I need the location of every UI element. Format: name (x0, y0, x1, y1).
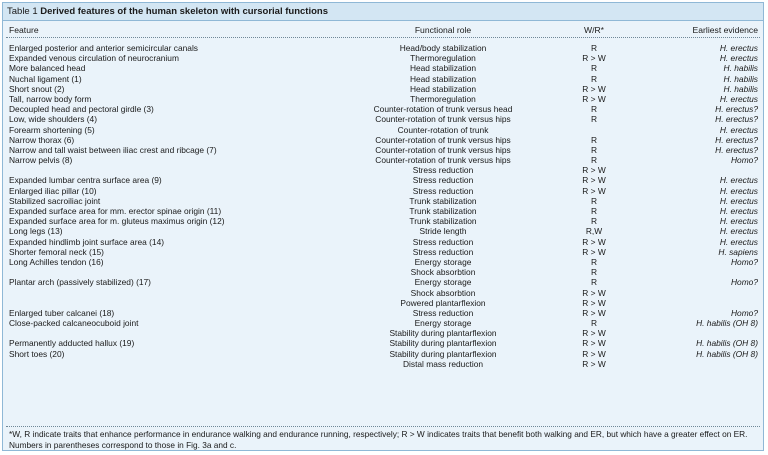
table-row (6, 206, 760, 216)
table-row (6, 237, 760, 247)
cell-wr: R (590, 104, 598, 115)
cell-functional-role: Energy storage (414, 318, 472, 329)
table-title: Derived features of the human skeleton with cursorial functions (40, 6, 328, 17)
cell-functional-role: Head/body stabilization (399, 43, 487, 53)
cell-feature: Close-packed calcaneocuboid joint (9, 318, 139, 329)
cell-functional-role: Powered plantarflexion (400, 297, 486, 308)
cell-earliest-evidence: H. habilis (OH 8) (696, 348, 758, 359)
cell-wr: R (590, 134, 598, 145)
cell-wr: R > W (582, 83, 606, 94)
table-row (6, 328, 760, 338)
table-row (6, 257, 760, 267)
cell-functional-role: Trunk stabilization (409, 195, 477, 206)
table-header-row (6, 24, 760, 38)
cell-functional-role: Counter-rotation of trunk versus head (373, 104, 513, 115)
table-row (6, 298, 760, 308)
cell-earliest-evidence: H. habilis (OH 8) (696, 338, 758, 349)
table-row (6, 175, 760, 185)
cell-earliest-evidence: H. erectus (719, 195, 758, 206)
table-row (6, 267, 760, 277)
table-row (6, 135, 760, 145)
cell-feature: Long legs (13) (9, 226, 63, 237)
header-earliest-evidence: Earliest evidence (692, 25, 758, 35)
cell-functional-role: Thermoregulation (410, 53, 476, 64)
cell-functional-role: Trunk stabilization (409, 216, 477, 227)
cell-wr: R (590, 318, 598, 329)
cell-functional-role: Distal mass reduction (402, 358, 484, 369)
table-row (6, 277, 760, 287)
cell-functional-role: Counter-rotation of trunk versus hips (375, 114, 511, 125)
cell-earliest-evidence: H. erectus (719, 175, 758, 186)
cell-earliest-evidence: H. sapiens (718, 246, 758, 257)
cell-earliest-evidence: H. erectus (719, 93, 758, 104)
cell-feature: Expanded surface area for m. gluteus maximus origin (12) (9, 216, 225, 227)
cell-functional-role: Stability during plantarflexion (389, 348, 497, 359)
table-row (6, 247, 760, 257)
cell-wr: R > W (582, 165, 606, 176)
cell-functional-role: Energy storage (414, 256, 472, 267)
cell-wr: R > W (582, 338, 606, 349)
cell-wr: R (590, 144, 598, 155)
cell-feature: Decoupled head and pectoral girdle (3) (9, 104, 154, 115)
cell-earliest-evidence: Homo? (731, 256, 758, 267)
cell-functional-role: Stress reduction (412, 165, 474, 176)
cell-earliest-evidence: H. erectus (719, 53, 758, 64)
cell-earliest-evidence: H. erectus? (715, 114, 758, 125)
table-row (6, 53, 760, 63)
cell-wr: R (590, 63, 598, 74)
cell-wr: R > W (582, 93, 606, 104)
cell-earliest-evidence: H. erectus (719, 185, 758, 196)
cell-wr: R (590, 73, 598, 84)
table-row (6, 186, 760, 196)
cell-feature: Stabilized sacroiliac joint (9, 195, 101, 206)
table-row (6, 165, 760, 175)
cell-wr: R > W (582, 307, 606, 318)
table-row (6, 84, 760, 94)
cell-functional-role: Shock absorbtion (410, 287, 476, 298)
cell-functional-role: Stress reduction (412, 236, 474, 247)
cell-functional-role: Counter-rotation of trunk versus hips (375, 155, 511, 166)
table-row (6, 94, 760, 104)
cell-functional-role: Counter-rotation of trunk (397, 124, 489, 135)
header-functional-role: Functional role (414, 25, 472, 35)
cell-feature: Forearm shortening (5) (9, 124, 95, 135)
cell-functional-role: Counter-rotation of trunk versus hips (375, 144, 511, 155)
cell-earliest-evidence: H. erectus (719, 216, 758, 227)
cell-wr: R (590, 206, 598, 216)
table-label: Table 1 (7, 6, 38, 17)
cell-earliest-evidence: Homo? (731, 307, 758, 318)
table-row (6, 155, 760, 165)
cell-earliest-evidence: Homo? (731, 277, 758, 288)
cell-feature: Expanded surface area for mm. erector spinae origin (11) (9, 206, 222, 216)
cell-feature: Enlarged tuber calcanei (18) (9, 307, 115, 318)
cell-feature: Permanently adducted hallux (19) (9, 338, 135, 349)
cell-functional-role: Stress reduction (412, 185, 474, 196)
cell-functional-role: Thermoregulation (410, 93, 476, 104)
cell-feature: Shorter femoral neck (15) (9, 246, 104, 257)
cell-feature: More balanced head (9, 63, 86, 74)
cell-wr: R (590, 277, 598, 288)
cell-feature: Nuchal ligament (1) (9, 73, 82, 84)
cell-earliest-evidence: H. erectus? (715, 134, 758, 145)
cell-functional-role: Stride length (419, 226, 467, 237)
cell-wr: R > W (582, 175, 606, 186)
cell-wr: R (590, 114, 598, 125)
cell-wr: R (590, 267, 598, 278)
cell-feature: Narrow thorax (6) (9, 134, 75, 145)
cell-feature: Tall, narrow body form (9, 93, 92, 104)
cell-earliest-evidence: H. erectus (719, 226, 758, 237)
table-row (6, 226, 760, 236)
cell-functional-role: Stability during plantarflexion (389, 328, 497, 339)
table-row (6, 338, 760, 348)
cell-functional-role: Counter-rotation of trunk versus hips (375, 134, 511, 145)
table-frame (2, 2, 764, 451)
cell-functional-role: Stress reduction (412, 307, 474, 318)
cell-feature: Short snout (2) (9, 83, 65, 94)
cell-functional-role: Trunk stabilization (409, 206, 477, 216)
table-row (6, 288, 760, 298)
cell-functional-role: Stability during plantarflexion (389, 338, 497, 349)
cell-earliest-evidence: H. erectus? (715, 104, 758, 115)
table-row (6, 43, 760, 53)
cell-wr: R > W (582, 53, 606, 64)
table-footnote (6, 426, 760, 450)
cell-functional-role: Head stabilization (409, 83, 477, 94)
cell-wr: R (590, 43, 598, 53)
cell-wr: R > W (582, 358, 606, 369)
footnote-line-2: Numbers in parentheses correspond to those in Fig. 3a and c. (9, 439, 237, 450)
cell-feature: Narrow pelvis (8) (9, 155, 73, 166)
header-feature: Feature (9, 25, 39, 35)
cell-wr: R > W (582, 185, 606, 196)
table-row (6, 63, 760, 73)
cell-wr: R > W (582, 297, 606, 308)
cell-earliest-evidence: H. habilis (OH 8) (696, 318, 758, 329)
cell-wr: R (590, 195, 598, 206)
table-row (6, 359, 760, 369)
cell-wr: R (590, 155, 598, 166)
cell-wr: R (590, 256, 598, 267)
cell-functional-role: Shock absorbtion (410, 267, 476, 278)
cell-earliest-evidence: H. erectus (719, 236, 758, 247)
cell-earliest-evidence: H. erectus (719, 206, 758, 216)
header-wr: W/R* (583, 25, 605, 35)
cell-feature: Narrow and tall waist between iliac crest and ribcage (7) (9, 144, 217, 155)
cell-earliest-evidence: H. erectus (719, 124, 758, 135)
table-row (6, 349, 760, 359)
cell-feature: Expanded hindlimb joint surface area (14) (9, 236, 165, 247)
table-row (6, 308, 760, 318)
cell-feature: Expanded venous circulation of neurocranium (9, 53, 179, 64)
cell-feature: Expanded lumbar centra surface area (9) (9, 175, 162, 186)
cell-functional-role: Energy storage (414, 277, 472, 288)
table-row (6, 318, 760, 328)
cell-earliest-evidence: H. erectus (719, 43, 758, 53)
table-title-bar (3, 3, 763, 21)
cell-wr: R > W (582, 236, 606, 247)
cell-earliest-evidence: H. habilis (723, 83, 758, 94)
table-row (6, 125, 760, 135)
cell-wr: R,W (585, 226, 603, 237)
cell-wr: R > W (582, 246, 606, 257)
table-row (6, 145, 760, 155)
cell-feature: Plantar arch (passively stabilized) (17) (9, 277, 151, 288)
cell-feature: Enlarged iliac pillar (10) (9, 185, 97, 196)
cell-earliest-evidence: H. habilis (723, 73, 758, 84)
table-row (6, 114, 760, 124)
cell-earliest-evidence: H. erectus? (715, 144, 758, 155)
footnote-line-1: *W, R indicate traits that enhance performance in endurance walking and endurance running, respectively; R > W indicates traits that benefit both walking and ER, but which have a greater effect on ER. (9, 429, 748, 439)
cell-functional-role: Head stabilization (409, 63, 477, 74)
cell-wr: R > W (582, 348, 606, 359)
table-row (6, 216, 760, 226)
cell-functional-role: Stress reduction (412, 175, 474, 186)
cell-wr: R > W (582, 287, 606, 298)
cell-feature: Low, wide shoulders (4) (9, 114, 97, 125)
cell-wr: R (590, 216, 598, 227)
cell-earliest-evidence: H. habilis (723, 63, 758, 74)
cell-functional-role: Stress reduction (412, 246, 474, 257)
table-row (6, 74, 760, 84)
table-row (6, 104, 760, 114)
cell-feature: Long Achilles tendon (16) (9, 256, 104, 267)
cell-feature: Short toes (20) (9, 348, 65, 359)
cell-wr: R > W (582, 328, 606, 339)
table-body (6, 43, 760, 369)
cell-earliest-evidence: Homo? (731, 155, 758, 166)
cell-functional-role: Head stabilization (409, 73, 477, 84)
cell-feature: Enlarged posterior and anterior semicircular canals (9, 43, 198, 53)
table-row (6, 196, 760, 206)
